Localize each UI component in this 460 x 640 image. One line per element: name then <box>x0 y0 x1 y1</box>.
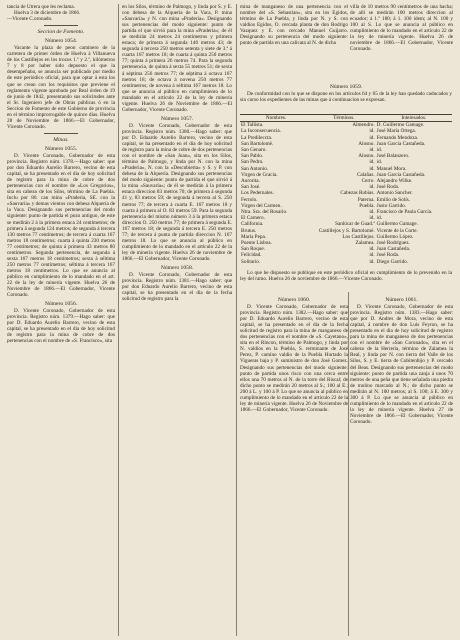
notice-number-1057: Número 1057. <box>160 115 194 122</box>
mine-name-cell: Virgen de Gracia. <box>241 171 278 178</box>
interested-cell: Diego Garrido. <box>376 258 409 265</box>
term-cell: Paterna. <box>357 196 375 203</box>
mine-name-cell: Brutus. <box>241 227 257 234</box>
mine-name-cell: La Predileccta. <box>241 134 273 141</box>
notice-1057-body: D. Vicente Coronado, Gobernador de esta provincia. Registro núm. 1380.—Hago saber: que por D. Eduardo Aurelio Barrero, vecino de esta capital, se ha presentado en el dia de hoy solicitud de registro para la mina de cobre de dos pertenencias con el nombre de «San Juan», sita en los Silos, término de Palmogo, y linda por N. con la mina «Praderia», N. con la «Descubierta» y S. y P. con dehesa de la Alquería. Designando sus pertenencias del modo siguiente: punto de partida el que sirvió á la mina «Sauvaría»; de él se medirán á la primera estaca direccion 83 metros 70; de primera á segunda 41 y, 83 metros 59; de segunda á tercera al S. 250 metros 77; de tercera á cuarta E. 167 metros 18 y cuarta á primera al O. 83 metros 59. Para la segunda pertenencia del mismo número 3 á la primera estaca direccion O. 250 metros 77; de primera á segunda E. 167 metros 18; de segunda á tercera E. 250 metros 77; de tercera á punta de partida direccion N. 167 metros 18. Lo que se anuncia al público en cumplimiento de lo mandado en el artículo 22 de la ley de minería vigente. Huelva 26 de noviembre de 1866.—El Gobernador, Vicente Coronado. <box>122 122 232 262</box>
term-cell: id. <box>369 128 375 135</box>
term-cell: Castillejos y S. Bartolomé. <box>318 227 375 234</box>
section-rule <box>44 25 78 26</box>
notice-number-1055: Número 1055. <box>44 145 78 152</box>
column-divider <box>348 292 349 636</box>
column-3a-bottom <box>240 294 348 634</box>
interested-cell: Fernando Mendoza. <box>376 134 419 141</box>
interested-cell: id. <box>376 147 383 154</box>
term-cell: Zalamea. <box>355 240 375 247</box>
section-heading-fomento: Seccion de Fomento. <box>37 29 85 36</box>
term-cell: Cerro. <box>361 178 375 185</box>
notice-1059-intro: De conformidad con lo que se dispone en los artículos 64 y 65 de la ley han quedado caducados y sin curso los expedientes de las minas que á continuacion se expresan. <box>240 91 452 104</box>
notice-1056-body: D. Vicente Coronado, Gobernador de esta provincia. Registro núm. 1379.—Hago saber: que por D. Eduardo Aurelio Barrero, vecino de esta capital, se ha presentado en el dia de hoy solicitud de registro para la mina de cobre de dos pertenencias con el nombre de «S. Francisco», sita <box>7 308 115 345</box>
mine-name-cell: San Genaro. <box>241 147 267 154</box>
mine-name-cell: Felicidad. <box>241 252 262 259</box>
column-divider <box>236 4 237 636</box>
column-3b-top <box>350 4 453 80</box>
table-row <box>240 122 452 129</box>
notice-1059-closing: Lo que he dispuesto se publique en este periódico oficial en cumplimiento de lo prevenido en la ley del ramo. Huelva 26 de noviembre de 1866.—Vicente Coronado. <box>240 270 452 283</box>
interested-cell: Juan García Castañeda. <box>376 171 426 178</box>
mine-name-cell: Los Pedernales. <box>241 190 274 197</box>
term-cell: id. <box>369 134 375 141</box>
column-3b-bottom <box>350 294 453 634</box>
notice-number-1059: Número 1059. <box>329 84 363 90</box>
notice-1055-body: D. Vicente Coronado, Gobernador de esta provincia. Registro núm. 1378.—Hago saber: que por don Eduardo Aurelio Barrero, vecino de esta capital, se ha presentado en el dia de hoy solicitud de registro para la mina de cobre de dos pertenencias con el nombre de «Los Gregorios», sita en cabezo de los Silos, término de La Puebla. Inclu por 80. can mina «Praderia, SE. con la «Sauvaría» y demas vientos con dehesa Alquería de la Vaca. Designando sus pertenencias del modo siguiente: punto de partida el pozo antiguo, de este se medirán 2 á la primera estaca 24 centímetros; de primera á segunda 124 metros; de segunda á tercera 130 metros 77 centímetros; de tercera á cuarta 167 metros 18 centímetros; cuarta á quinta 230 metros 77 centímetros; de quinta á primera 43 metros 80 centímetros. Segunda pertenencia, de segunda á sexta 167 metros 18 centímetros; sexta á séltima 250 metros 77 centímetros; séltima á tercera 167 metros 18 centímetros. Lo que se anuncia al público en cumplimiento de lo mandado en el art. 22 de la ley de minería vigente. Huelva 26 de Noviembre de 1866.—El Gobernador, Vicente Coronado. <box>7 152 115 299</box>
interested-cell: Emilio de Solís. <box>376 196 410 203</box>
term-cell: Puebla. <box>359 202 375 209</box>
term-cell: id. <box>369 215 375 222</box>
mine-name-cell: San Pablo. <box>241 153 264 160</box>
top-line: Huelva 3 de diciembre de 1866. <box>14 10 81 17</box>
notice-number-1058: Número 1058. <box>160 264 194 271</box>
interested-cell: Guillermo López. <box>376 233 414 240</box>
interested-cell: Juan Castañeda. <box>376 246 411 253</box>
table-header-interested: Interesados. <box>376 115 452 122</box>
term-cell: Almendro. <box>352 122 375 129</box>
mine-name-cell: San Roque. <box>241 246 265 253</box>
interested-cell: Antonio Sancher. <box>376 190 413 197</box>
expired-mines-table <box>240 114 452 265</box>
notice-1059-footer <box>240 270 452 288</box>
mine-name-cell: Ntra. Sra. del Rosario. <box>241 209 288 216</box>
term-cell: Alosno. <box>358 153 375 160</box>
column-3a-top <box>240 4 348 80</box>
top-line: —Vicente C.oronado. <box>7 16 53 23</box>
notice-continuation: en los Silos, término de Palmogo, y linda por S. y E. con dehesa de la Alquería de la Vaca, P. mina «Sauvaría» y N. con mina «Praderia». Designando sus pertenencias del modo siguiente: punto de partida el que sirvió para la mina «Praderia»; de él se medirán 24 metros 24 centímetros y primera estaca; de primera á segunda 140 metros 43; de segunda á tercera 250 metros setenta y siete de 3.ª á cuarta 167 metros 18; de cuarta á quinta 250 metros 77; quinta á primera 26 metros 74. Para la segunda pertenencia, de quinta á sexta 55 metros 51; de sexta á séptima 256 metros 77; de séptima á octava 167 metros 18; de octava á novena 250 metros 77 centímetros; de novena á séltima 167 metros 18. Lo que se anuncia al público en cumplimiento de lo mandado en el artículo 22 de la ley de minería vigente. Huelva 26 de Noviembre de 1866.—El Gobernador, Vicente Coronado. <box>122 4 232 113</box>
notice-number-1056: Número 1056. <box>44 301 78 308</box>
term-cell: id. <box>369 184 375 191</box>
term-cell: Cabezas Rubias. <box>340 190 375 197</box>
notice-number-1054: Número 1054. <box>44 38 78 45</box>
mine-name-cell: María Pepa. <box>241 233 267 240</box>
interested-cell: Guillermo Gamage. <box>376 221 418 228</box>
mine-name-cell: Puente Lisboa. <box>241 240 272 247</box>
table-header-terms: Términos. <box>312 115 376 122</box>
notice-1060-body: D. Vicente Coronado, Gobernador de esta provincia. Registro núm. 1382.—Hago saber: que por D. Eduardo Aurelio Barrero, vecino de esta capital, se ha presentado en el dia de la fecha solicitud de registro para la mina de manganeso de dos pertenencias con el nombre de «S. Cayetano», sita en el Rincon, término de Palmogo, y linda por N. valdíos en la Puebla, S. terminante de José Perez, P. camino valdío de la Puebla Hurtado la Vigueras baja y P. suministro de don José Gomez. Designando sus pertenencias del modo siguiente: punto de partida unos risco con una cerca entre ellos una 70 metros al N. de la torre del Riscal; de dicho punto se medirán 20 metros al S.; 100 al E.; 200 á L. y 100 á P. Lo que se anuncia al público en cumplimiento de lo mandado en el artículo 22 de la ley de minería vigente. Huelva 26 de Noviembre de 1866.—El Gobernador, Vicente Coronado. <box>240 304 348 413</box>
table-header-names: Nombres. <box>240 115 312 122</box>
interested-cell: Manuel Mora. <box>376 165 407 172</box>
interested-cell: D. Guillermo Gamage. <box>376 122 425 129</box>
interested-cell: José Roda. <box>376 184 400 191</box>
mine-name-cell: California. <box>241 221 264 228</box>
interested-cell: Juan García Castañeda. <box>376 140 426 147</box>
interested-cell: José Balanzero. <box>376 153 410 160</box>
mine-name-cell: El Carnero. <box>241 215 265 222</box>
notice-1058-continuation: mina de manganeso de una pertenencia con el nombre del «S. Sebastian», sita en los Egidos, término de La Puebla, y linda por N. y S. con valdios Egidos, O. cercada planta de don Rodrigo Vazquez y E. con cercado Manuel Guijarro. Designando su pertenencia del modo siguiente: punto de partida en una calicata al N. de dicha <box>240 4 348 47</box>
interested-cell: José Rodríguez. <box>376 240 410 247</box>
table-row <box>240 259 452 265</box>
mine-name-cell: Solitario. <box>241 258 261 265</box>
mine-name-cell: San Bartolomé. <box>241 140 274 147</box>
mine-name-cell: San Antonio. <box>241 165 269 172</box>
notice-1061-body: D. Vicente Coronado, Gobernador de esta provincia. Registro núm. 1383.—Hago saber: que por D. Andres de Mora, vecino de esta capital, á nombre de don Luis Feyron, se ha presentado en el dia de hoy solicitud de registro para la mina de manganeso de dos pertenencias con el nombre de «San Coronado», sita en el cabezo de la Herreria, término de Zalamea la Real, y linda por N. con tierra del Valle de los Silos, S. y E. tierra de Cubitenbijo y P. cercado del Beas. Designando sus pertenencias del modo siguiente: punto de partida una zanja á unos 70 metros de una peña que tiene señalada una piedra de molino marcado al N.; de dicho punto se medirán al N. 100 metros; al S. 100; á E. 300 y 300 á P. Lo que se anuncia al público en cumplimiento de lo mandado en el artículo 22 de la ley de minería vigente. Huelva 27 de Noviembre de 1866.—El Gobernador, Vicente Coronado. <box>350 304 453 425</box>
interested-cell: José Roda. <box>376 252 400 259</box>
interested-cell: José María Ortega. <box>376 128 416 135</box>
term-cell: id. <box>369 252 375 259</box>
mine-name-cell: Aurorita. <box>241 178 260 185</box>
column-2 <box>122 4 232 636</box>
mine-name-cell: Ferrolo. <box>241 196 258 203</box>
interested-cell: id. <box>376 159 383 166</box>
term-cell: id. <box>369 246 375 253</box>
column-divider <box>118 4 119 636</box>
term-cell: Calañas. <box>356 171 375 178</box>
notice-number-1061: Número 1061. <box>385 297 418 303</box>
term-cell: id. <box>369 159 375 166</box>
term-cell: Los Castillejos. <box>342 233 375 240</box>
interested-cell: Vicente de la Corte. <box>376 227 418 234</box>
interested-cell: Francisco de Paula García. <box>376 209 433 216</box>
section-rule <box>44 133 78 134</box>
mine-name-cell: El Tallista. <box>241 122 264 129</box>
term-cell: id. <box>369 209 375 216</box>
notice-1058-continuation-b: villa de 10 metros 90 centímetros de una hacha; de allí se medirán 100 metros direccion al ecuador; á 1.º 180; á 1. 100 idem; al N. 100 y 100 al S. Lo que se anuncia al público en cumplimiento de lo mandado en el artículo 22 de la ley de minería vigente. Huelva 26 de noviembre de 1866.—El Gobernador, Vicente Coronado. <box>350 4 453 53</box>
mine-name-cell: Virgen del Carmen. <box>241 202 282 209</box>
notice-1059-header <box>240 84 452 114</box>
term-cell: Sanlúcar de Guad.ª <box>335 221 375 228</box>
mine-name-cell: San Pedro. <box>241 159 264 166</box>
interested-cell: Alejandro Wilke. <box>376 178 413 185</box>
notice-1054-body: Vacante la plaza de peon caminero de la carretera de primer órden de Huelva á Villanueva de los Castillejos en los trozos 1.º y 2.º, kilómetros 7 y 8 por haber sido depuesto el que la desempeñaba, se anuncia ser publicado por medio de este periódico oficial, para que optar á esta los que se crean con los requisitos que previene el reglamento vigente aprobado por Real órden de 19 de junio de 1842, presentando sus solicitudes ante el Sr. Ingeniero jefe de Obras públicas ó en la Seccion de Fomento de este Gobierno de provincia en el término improrrogable de quince días. Huelva 28 de Noviembre de 1866.—El Gobernador, Vicente Coronado. <box>7 45 115 130</box>
mine-name-cell: San José. <box>241 184 261 191</box>
column-1 <box>7 4 115 636</box>
interested-cell: Justo Garrido. <box>376 202 407 209</box>
term-cell: Alosno. <box>358 140 375 147</box>
notice-1058-body: D. Vicente Coronado, Gobernador de esta provincia. Registro núm. 1381.—Hago saber: que por don Eduardo Aurelio Barrero, vecino de esta capital, se ha presentado en el dia de la fecha solicitud de registro para la <box>122 272 232 303</box>
term-cell: id. <box>369 147 375 154</box>
interested-cell: id. <box>376 215 383 222</box>
term-cell: id. <box>369 258 375 265</box>
section-heading-minas: Minas. <box>53 136 69 143</box>
mine-name-cell: La Inconsecuencia. <box>241 128 282 135</box>
term-cell: id. <box>369 165 375 172</box>
notice-number-1060: Número 1060. <box>277 297 311 303</box>
top-line: tancia de Utrera que les reclama. <box>7 4 75 10</box>
